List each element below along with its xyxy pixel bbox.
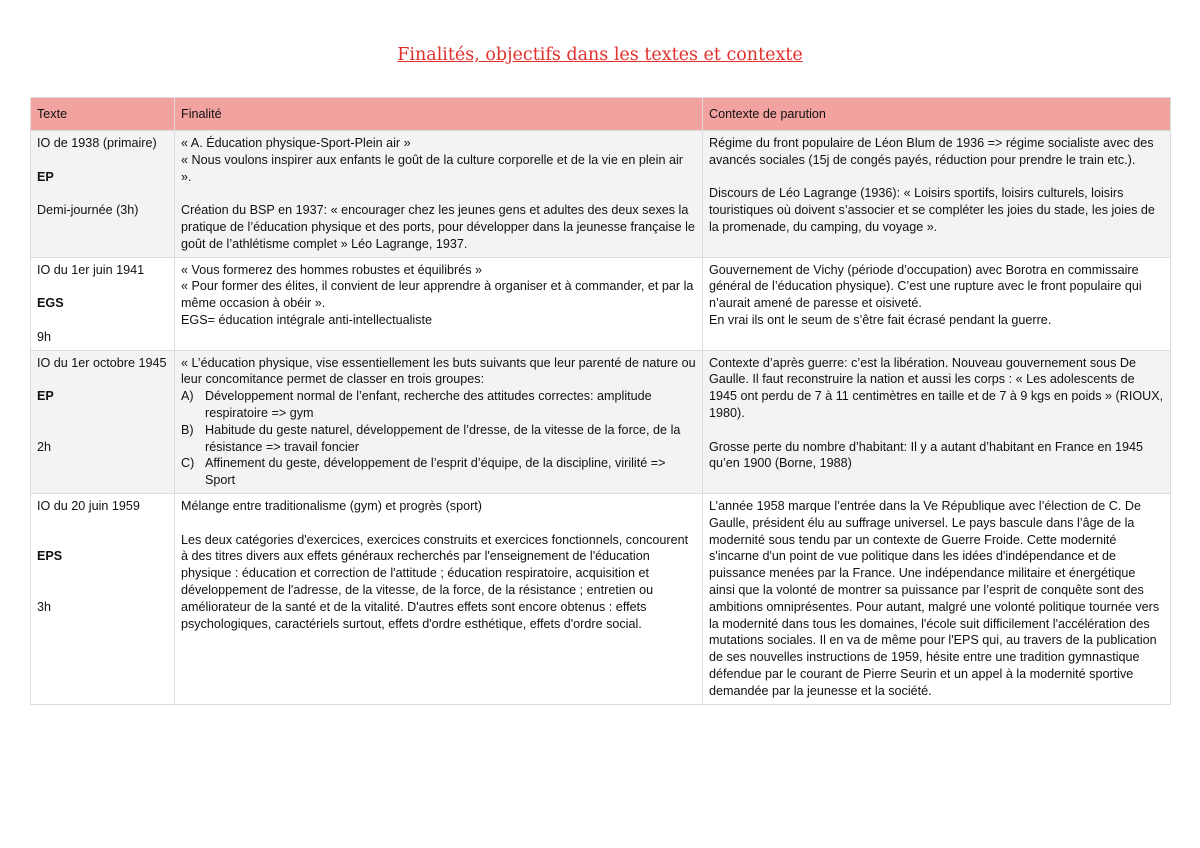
- cell-texte: [31, 131, 175, 258]
- io-type: EP: [37, 389, 54, 404]
- list-marker: C): [181, 456, 195, 471]
- cell-texte: [31, 493, 175, 704]
- cell-texte: [31, 257, 175, 350]
- contexte-text: Régime du front populaire de Léon Blum de 1936 => régime socialiste avec des avancés sociales (15j de congés payés, réduction pour prendre le train etc.).: [709, 136, 1154, 167]
- contexte-text: Grosse perte du nombre d’habitant: Il y a autant d’habitant en France en 1945 qu’en 1900 (Borne, 1988): [709, 439, 1144, 471]
- cell-contexte: [703, 493, 1171, 704]
- io-name: IO du 20 juin 1959: [37, 498, 140, 513]
- finalite-list: [181, 388, 696, 489]
- cell-finalite: [175, 493, 703, 704]
- cell-finalite: [175, 131, 703, 258]
- finalite-intro: « L’éducation physique, vise essentiellement les buts suivants que leur parenté de nature ou leur concomitance permet de classer en trois groupes:: [181, 355, 696, 387]
- list-item: [181, 388, 696, 422]
- list-marker: B): [181, 422, 194, 437]
- finalite-text: « Pour former des élites, il convient de leur apprendre à organiser et à commander, et par la même occasion à obéir ».: [181, 279, 694, 311]
- finalite-text: « Vous formerez des hommes robustes et équilibrés »: [181, 262, 483, 277]
- finalite-text: « Nous voulons inspirer aux enfants le goût de la culture corporelle et de la vie en plein air ».: [181, 152, 683, 184]
- header-texte: Texte: [31, 98, 175, 131]
- table-row: [31, 131, 1171, 258]
- list-item-text: Affinement du geste, développement de l’esprit d’équipe, de la discipline, virilité => Sport: [205, 456, 666, 488]
- io-type: EP: [37, 169, 54, 184]
- cell-finalite: [175, 350, 703, 493]
- io-name: IO du 1er octobre 1945: [37, 355, 167, 370]
- table-row: [31, 493, 1171, 704]
- table-row: [31, 350, 1171, 493]
- list-item-text: Développement normal de l’enfant, recherche des attitudes correctes: amplitude respiratoire => gym: [205, 389, 652, 420]
- header-contexte: Contexte de parution: [703, 98, 1171, 131]
- io-duration: 9h: [37, 329, 52, 344]
- io-duration: 3h: [37, 599, 52, 614]
- finalite-text: « A. Éducation physique-Sport-Plein air »: [181, 136, 411, 150]
- list-item: [181, 422, 696, 456]
- list-item: [181, 455, 696, 489]
- finalite-text: EGS= éducation intégrale anti-intellectualiste: [181, 312, 432, 327]
- io-name: IO de 1938 (primaire): [37, 136, 157, 150]
- finalite-text: Création du BSP en 1937: « encourager chez les jeunes gens et adultes des deux sexes la pratique de l’éducation physique et des ports, pour développer dans la jeunesse française le goût de l’athlétisme complet » Léo Lagrange, 1937.: [181, 203, 695, 251]
- cell-texte: [31, 350, 175, 493]
- finalite-text: Les deux catégories d'exercices, exercices construits et exercices fonctionnels, concourent à des titres divers aux effets généraux recherchés par l'enseignement de l'éducation physique : éducation et correction de l'attitude ; éducation respiratoire, acquisition et développement de l'adresse, de la vitesse, de la force, de la résistance ; entretien ou améliorateur de la santé et de la vitalité. D'autres effets sont encore obtenus : effets psychologiques, caractériels surtout, effets d'ordre esthétique, effets d'ordre social.: [181, 532, 689, 631]
- contexte-text: Gouvernement de Vichy (période d’occupation) avec Borotra en commissaire général de l’éducation physique). C’est une rupture avec le front populaire qui n’aurait amené de paresse et oisiveté.: [709, 262, 1142, 311]
- table-header-row: [31, 98, 1171, 131]
- contexte-text: En vrai ils ont le seum de s’être fait écrasé pendant la guerre.: [709, 312, 1052, 327]
- table-row: [31, 257, 1171, 350]
- list-marker: A): [181, 389, 194, 404]
- cell-contexte: [703, 350, 1171, 493]
- io-type: EGS: [37, 296, 64, 311]
- io-table: [30, 97, 1171, 705]
- finalite-text: Mélange entre traditionalisme (gym) et progrès (sport): [181, 498, 482, 513]
- cell-finalite: [175, 257, 703, 350]
- contexte-text: L’année 1958 marque l’entrée dans la Ve République avec l’élection de C. De Gaulle, président élu au suffrage universel. Le pays bascule dans l’âge de la modernité sous tendu par un contexte de Guerre Froide. Cette modernité s'incarne d'un point de vue politique dans les idées d'indépendance et de puissance menées par la France. Une indépendance militaire et énergétique ainsi que la volonté de montrer sa puissance par l’esprit de conquête sont des ambitions omniprésentes. Pour autant, malgré une volonté politique tournée vers la modernité dans tous les domaines, l'école suit difficilement l'accélération des mutations sociales. Il en va de même pour l'EPS qui, au travers de la publication de ses nouvelles instructions de 1959, hésite entre une tradition gymnastique défendue par le courant de Pierre Seurin et un appel à la modernité sportive demandée par la jeunesse et la société.: [709, 498, 1160, 698]
- io-duration: 2h: [37, 439, 52, 454]
- header-finalite: Finalité: [175, 98, 703, 131]
- cell-contexte: [703, 257, 1171, 350]
- list-item-text: Habitude du geste naturel, développement de l’dresse, de la vitesse de la force, de la résistance => travail foncier: [205, 422, 681, 454]
- cell-contexte: [703, 131, 1171, 258]
- io-name: IO du 1er juin 1941: [37, 262, 145, 277]
- contexte-text: Discours de Léo Lagrange (1936): « Loisirs sportifs, loisirs culturels, loisirs touristiques où doivent s’associer et se compléter les joies du stade, les joies de la promenade, du camping, du voyage ».: [709, 186, 1155, 234]
- document-title: Finalités, objectifs dans les textes et contexte: [397, 45, 803, 65]
- contexte-text: Contexte d’après guerre: c’est la libération. Nouveau gouvernement sous De Gaulle. Il faut reconstruire la nation et aussi les corps : « Les adolescents de 1945 ont perdu de 7 à 11 centimètres en taille et de 7 à 9 kgs en poids » (RIOUX, 1980).: [709, 355, 1164, 420]
- io-type: EPS: [37, 549, 63, 564]
- io-duration: Demi-journée (3h): [37, 203, 139, 218]
